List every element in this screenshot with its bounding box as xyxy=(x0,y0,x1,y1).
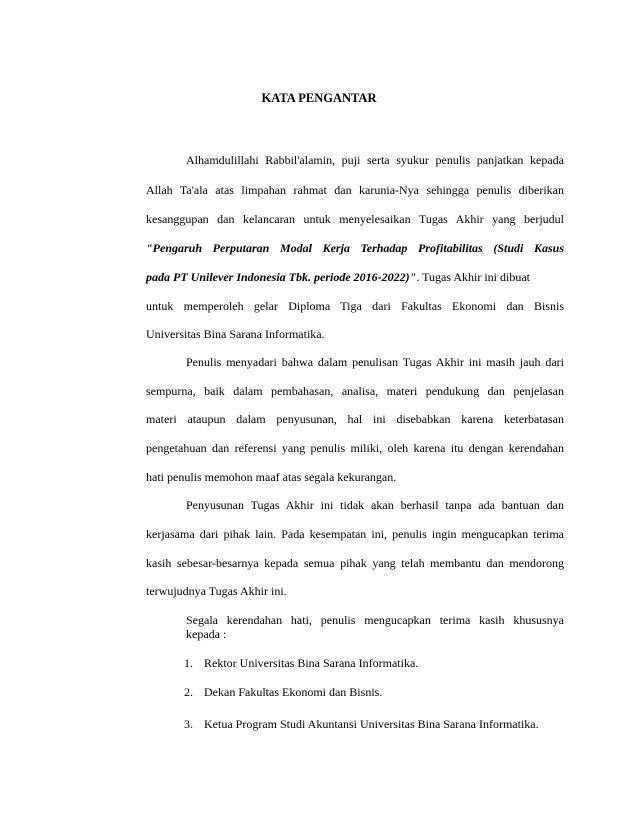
paragraph-line: kepada : xyxy=(186,627,227,641)
plain-text: . Tugas Akhir ini dibuat xyxy=(416,270,530,284)
list-number: 3. xyxy=(184,717,193,731)
paragraph-line: Penulis menyadari bahwa dalam penulisan Tugas Akhir ini masih jauh dari xyxy=(186,355,564,369)
paragraph-line: kerjasama dari pihak lain. Pada kesempatan ini, penulis ingin mengucapkan terima xyxy=(146,527,564,541)
list-item xyxy=(184,685,382,700)
page-title: KATA PENGANTAR xyxy=(261,91,377,105)
paragraph-line: pengetahuan dan referensi yang penulis miliki, oleh karena itu dengan kerendahan xyxy=(146,441,564,455)
list-item xyxy=(184,656,418,671)
list-text: Rektor Universitas Bina Sarana Informatika. xyxy=(204,656,419,670)
list-number: 1. xyxy=(184,656,193,670)
paragraph-line: materi ataupun dalam penyusunan, hal ini disebabkan karena keterbatasan xyxy=(146,412,564,426)
paragraph-line: terwujudnya Tugas Akhir ini. xyxy=(146,584,287,598)
paragraph-line: Alhamdulillahi Rabbil'alamin, puji serta syukur penulis panjatkan kepada xyxy=(186,153,564,167)
paragraph-line: kesanggupan dan kelancaran untuk menyelesaikan Tugas Akhir yang berjudul xyxy=(146,212,564,226)
paragraph-line: Penyusunan Tugas Akhir ini tidak akan berhasil tanpa ada bantuan dan xyxy=(186,498,564,512)
paragraph-line: Universitas Bina Sarana Informatika. xyxy=(146,327,325,341)
paragraph-line: untuk memperoleh gelar Diploma Tiga dari Fakultas Ekonomi dan Bisnis xyxy=(146,299,564,313)
list-number: 2. xyxy=(184,685,193,699)
list-text: Dekan Fakultas Ekonomi dan Bisnis. xyxy=(204,685,383,699)
paragraph-line-mixed xyxy=(146,270,564,285)
bold-title-text: pada PT Unilever Indonesia Tbk. periode 2016-2022)" xyxy=(146,270,417,284)
paragraph-line: Allah Ta'ala atas limpahan rahmat dan karunia-Nya sehingga penulis diberikan xyxy=(146,183,564,197)
paragraph-line-bold: "Pengaruh Perputaran Modal Kerja Terhadap Profitabilitas (Studi Kasus xyxy=(146,241,564,255)
paragraph-line: kasih sebesar-besarnya kepada semua pihak yang telah membantu dan mendorong xyxy=(146,556,564,570)
list-item xyxy=(184,717,539,732)
paragraph-line: hati penulis memohon maaf atas segala kekurangan. xyxy=(146,470,397,484)
paragraph-line: Segala kerendahan hati, penulis mengucapkan terima kasih khususnya xyxy=(186,613,564,627)
paragraph-line: sempurna, baik dalam pembahasan, analisa, materi pendukung dan penjelasan xyxy=(146,384,564,398)
list-text: Ketua Program Studi Akuntansi Universitas Bina Sarana Informatika. xyxy=(204,717,539,731)
